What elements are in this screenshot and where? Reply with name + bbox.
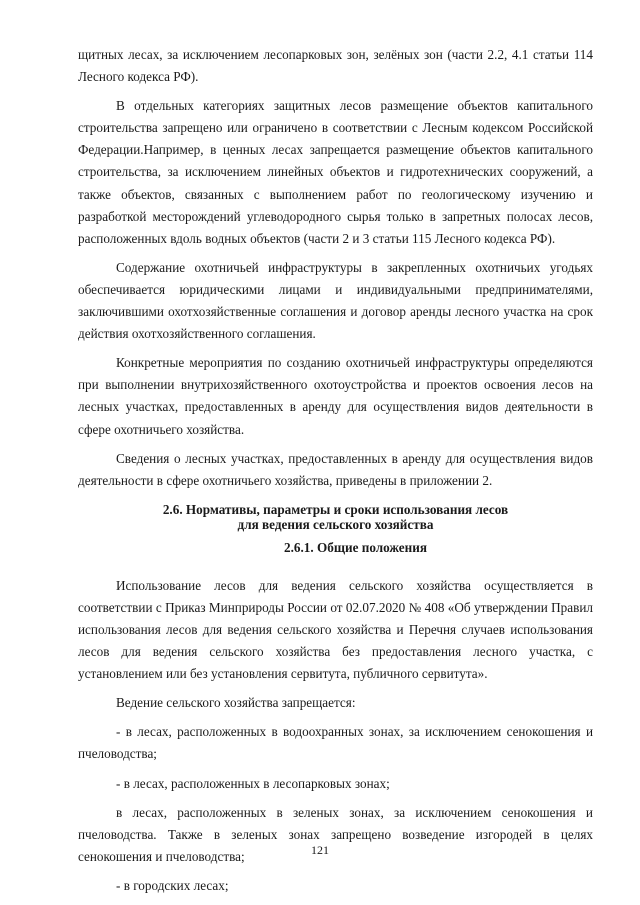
paragraph-capital-construction: В отдельных категориях защитных лесов размещение объектов капитального строительства запрещено или ограничено в соответствии с Лесным кодексом Российской Федерации.Например, в ценных лесах запрещается размещение объектов капитального строительства, за исключением линейных объектов и гидротехнических сооружений, а также объектов, связанных с выполнением работ по геологическому изучению и разработкой месторождений углеводородного сырья только в запретных полосах лесов, расположенных вдоль водных объектов (части 2 и 3 статьи 115 Лесного кодекса РФ). [78,98,593,246]
page-content [78,44,593,897]
section-heading [78,502,593,532]
paragraph-agriculture-regulation: Использование лесов для ведения сельского хозяйства осуществляется в соответствии с Приказ Минприроды России от 02.07.2020 № 408 «Об утверждении Правил использования лесов для ведения сельского хозяйства и Перечня случаев использования лесов для ведения сельского хозяйства без предоставления лесного участка, с установлением или без установления сервитута, публичного сервитута». [78,577,593,682]
list-item-water-protection: - в лесах, расположенных в водоохранных зонах, за исключением сенокошения и пчеловодства; [78,724,593,762]
list-item-green-zones: в лесах, расположенных в зеленых зонах, за исключением сенокошения и пчеловодства. Также в зеленых зонах запрещено возведение изгородей в целях сенокошения и пчеловодства; [78,804,593,864]
page-number: 121 [311,843,329,857]
paragraph-prohibition-intro: Ведение сельского хозяйства запрещается: [116,695,356,711]
section-heading-line1: 2.6. Нормативы, параметры и сроки использования лесов [162,501,509,517]
list-item-urban-forests: - в городских лесах; [116,877,229,893]
paragraph-appendix-reference: Сведения о лесных участках, предоставленных в аренду для осуществления видов деятельности в сфере охотничьего хозяйства, приведены в приложении 2. [78,450,593,488]
list-item-forest-park: - в лесах, расположенных в лесопарковых зонах; [116,775,390,791]
section-heading-line2: для ведения сельского хозяйства [237,516,434,532]
subsection-heading: 2.6.1. Общие положения [284,539,427,555]
paragraph-hunting-measures: Конкретные мероприятия по созданию охотничьей инфраструктуры определяются при выполнении внутрихозяйственного охотоустройства и проектов освоения лесов на лесных участках, предоставленных в аренду для осуществления видов деятельности в сфере охотничьего хозяйства. [78,355,593,437]
paragraph-hunting-infrastructure: Содержание охотничьей инфраструктуры в закрепленных охотничьих угодьях обеспечивается юридическими лицами и индивидуальными предпринимателями, заключившими охотхозяйственные соглашения и договор аренды лесного участка на срок действия охотхозяйственного соглашения. [78,259,593,342]
paragraph-continuation: щитных лесах, за исключением лесопарковых зон, зелёных зон (части 2.2, 4.1 статьи 114 Лесного кодекса РФ). [78,47,593,85]
